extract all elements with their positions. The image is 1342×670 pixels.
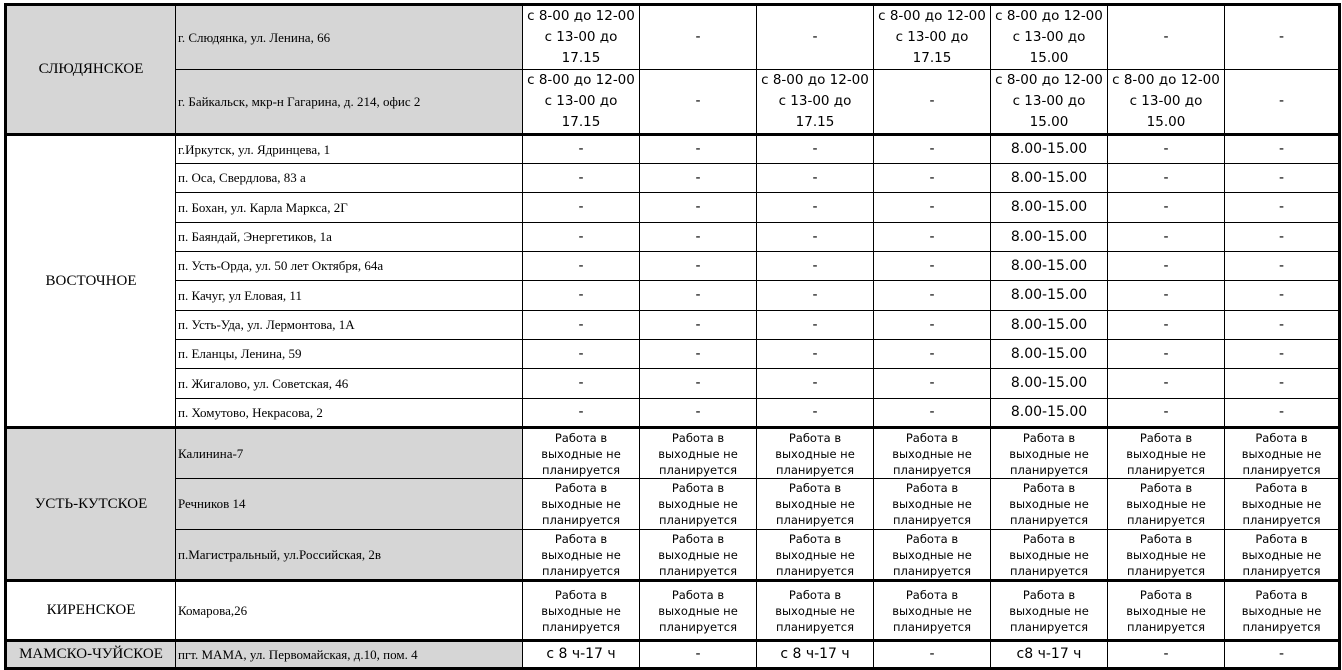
table-row — [6, 193, 1340, 223]
table-row — [6, 164, 1340, 193]
schedule-cell: - — [757, 399, 874, 428]
schedule-cell: 8.00-15.00 — [991, 369, 1108, 399]
schedule-cell: - — [640, 641, 757, 669]
schedule-cell: Работа в выходные не планируется — [1225, 479, 1340, 530]
branch-name: СЛЮДЯНСКОЕ — [6, 5, 176, 135]
schedule-cell: - — [1108, 223, 1225, 252]
schedule-cell: - — [1108, 193, 1225, 223]
schedule-cell: - — [874, 135, 991, 164]
schedule-cell: - — [523, 193, 640, 223]
schedule-cell: - — [1225, 252, 1340, 281]
schedule-cell: - — [640, 5, 757, 70]
schedule-cell: Работа в выходные не планируется — [1108, 530, 1225, 581]
schedule-cell: Работа в выходные не планируется — [757, 581, 874, 641]
schedule-cell: Работа в выходные не планируется — [991, 581, 1108, 641]
schedule-cell: 8.00-15.00 — [991, 193, 1108, 223]
schedule-cell: - — [874, 311, 991, 340]
schedule-cell: - — [640, 164, 757, 193]
table-row — [6, 311, 1340, 340]
table-row — [6, 641, 1340, 669]
schedule-cell: Работа в выходные не планируется — [523, 530, 640, 581]
schedule-cell: Работа в выходные не планируется — [640, 530, 757, 581]
schedule-cell: 8.00-15.00 — [991, 399, 1108, 428]
schedule-cell: - — [874, 281, 991, 311]
schedule-cell: - — [874, 399, 991, 428]
schedule-cell: Работа в выходные не планируется — [1225, 428, 1340, 479]
schedule-table — [4, 3, 1341, 670]
address-cell: Комарова,26 — [176, 581, 523, 641]
schedule-cell: - — [523, 340, 640, 369]
schedule-cell: - — [874, 223, 991, 252]
schedule-cell: Работа в выходные не планируется — [640, 581, 757, 641]
schedule-cell: с 8-00 до 12-00 с 13-00 до 17.15 — [523, 5, 640, 70]
schedule-cell: - — [1225, 281, 1340, 311]
schedule-cell: 8.00-15.00 — [991, 135, 1108, 164]
schedule-cell: 8.00-15.00 — [991, 223, 1108, 252]
table-row — [6, 479, 1340, 530]
schedule-cell: - — [1108, 164, 1225, 193]
schedule-cell: - — [757, 340, 874, 369]
schedule-cell: Работа в выходные не планируется — [640, 479, 757, 530]
table-row — [6, 369, 1340, 399]
schedule-cell: Работа в выходные не планируется — [1225, 581, 1340, 641]
schedule-cell: 8.00-15.00 — [991, 311, 1108, 340]
table-row — [6, 399, 1340, 428]
schedule-cell: - — [874, 193, 991, 223]
schedule-cell: 8.00-15.00 — [991, 252, 1108, 281]
schedule-cell: - — [1225, 193, 1340, 223]
schedule-cell: - — [640, 193, 757, 223]
schedule-cell: Работа в выходные не планируется — [991, 530, 1108, 581]
address-cell: п. Баяндай, Энергетиков, 1а — [176, 223, 523, 252]
table-row — [6, 281, 1340, 311]
table-row — [6, 581, 1340, 641]
table-row — [6, 428, 1340, 479]
schedule-cell: - — [874, 252, 991, 281]
schedule-cell: Работа в выходные не планируется — [757, 530, 874, 581]
schedule-cell: - — [757, 5, 874, 70]
schedule-cell: - — [523, 369, 640, 399]
schedule-cell: - — [874, 369, 991, 399]
schedule-cell: с 8 ч-17 ч — [757, 641, 874, 669]
schedule-cell: Работа в выходные не планируется — [874, 428, 991, 479]
schedule-cell: Работа в выходные не планируется — [523, 479, 640, 530]
schedule-body — [6, 5, 1340, 669]
branch-name: УСТЬ-КУТСКОЕ — [6, 428, 176, 581]
schedule-cell: Работа в выходные не планируется — [1108, 581, 1225, 641]
schedule-cell: - — [874, 70, 991, 135]
schedule-cell: Работа в выходные не планируется — [1108, 479, 1225, 530]
schedule-cell: с 8-00 до 12-00 с 13-00 до 17.15 — [874, 5, 991, 70]
schedule-cell: - — [757, 223, 874, 252]
schedule-cell: Работа в выходные не планируется — [757, 479, 874, 530]
schedule-cell: - — [1225, 5, 1340, 70]
schedule-cell: 8.00-15.00 — [991, 340, 1108, 369]
table-row — [6, 530, 1340, 581]
schedule-cell: - — [1108, 252, 1225, 281]
address-cell: г. Байкальск, мкр-н Гагарина, д. 214, офис 2 — [176, 70, 523, 135]
schedule-cell: Работа в выходные не планируется — [640, 428, 757, 479]
schedule-cell: - — [640, 135, 757, 164]
schedule-cell: - — [1108, 369, 1225, 399]
schedule-cell: - — [1225, 164, 1340, 193]
schedule-cell: с 8-00 до 12-00 с 13-00 до 15.00 — [991, 70, 1108, 135]
schedule-cell: - — [757, 135, 874, 164]
address-cell: Речников 14 — [176, 479, 523, 530]
schedule-cell: - — [640, 311, 757, 340]
schedule-cell: - — [640, 70, 757, 135]
schedule-cell: - — [523, 399, 640, 428]
schedule-cell: - — [640, 223, 757, 252]
schedule-cell: - — [1108, 135, 1225, 164]
schedule-cell: Работа в выходные не планируется — [523, 581, 640, 641]
schedule-cell: - — [1225, 641, 1340, 669]
schedule-cell: - — [640, 281, 757, 311]
schedule-cell: - — [1225, 399, 1340, 428]
schedule-cell: - — [523, 281, 640, 311]
schedule-cell: Работа в выходные не планируется — [874, 530, 991, 581]
schedule-cell: - — [757, 252, 874, 281]
schedule-cell: - — [1108, 311, 1225, 340]
schedule-cell: Работа в выходные не планируется — [757, 428, 874, 479]
schedule-cell: Работа в выходные не планируется — [1225, 530, 1340, 581]
schedule-cell: - — [874, 164, 991, 193]
address-cell: п.Магистральный, ул.Российская, 2в — [176, 530, 523, 581]
address-cell: п. Жигалово, ул. Советская, 46 — [176, 369, 523, 399]
schedule-cell: Работа в выходные не планируется — [874, 581, 991, 641]
schedule-cell: - — [757, 193, 874, 223]
schedule-cell: - — [1225, 223, 1340, 252]
schedule-cell: - — [757, 311, 874, 340]
schedule-cell: - — [1225, 135, 1340, 164]
schedule-cell: Работа в выходные не планируется — [1108, 428, 1225, 479]
schedule-cell: с 8-00 до 12-00 с 13-00 до 15.00 — [991, 5, 1108, 70]
schedule-cell: с 8-00 до 12-00 с 13-00 до 15.00 — [1108, 70, 1225, 135]
address-cell: п. Качуг, ул Еловая, 11 — [176, 281, 523, 311]
address-cell: п. Усть-Орда, ул. 50 лет Октября, 64а — [176, 252, 523, 281]
schedule-cell: - — [1225, 70, 1340, 135]
schedule-cell: - — [1225, 340, 1340, 369]
schedule-cell: - — [523, 223, 640, 252]
schedule-cell: - — [1108, 399, 1225, 428]
schedule-cell: 8.00-15.00 — [991, 164, 1108, 193]
schedule-cell: Работа в выходные не планируется — [874, 479, 991, 530]
table-row — [6, 135, 1340, 164]
branch-name: КИРЕНСКОЕ — [6, 581, 176, 641]
schedule-cell: - — [1225, 369, 1340, 399]
table-row — [6, 252, 1340, 281]
address-cell: Калинина-7 — [176, 428, 523, 479]
table-row — [6, 340, 1340, 369]
table-row — [6, 70, 1340, 135]
address-cell: г.Иркутск, ул. Ядринцева, 1 — [176, 135, 523, 164]
branch-name: МАМСКО-ЧУЙСКОЕ — [6, 641, 176, 669]
schedule-cell: - — [523, 135, 640, 164]
table-row — [6, 223, 1340, 252]
schedule-cell: - — [523, 252, 640, 281]
schedule-cell: - — [1108, 340, 1225, 369]
schedule-cell: - — [1108, 5, 1225, 70]
address-cell: г. Слюдянка, ул. Ленина, 66 — [176, 5, 523, 70]
address-cell: п. Оса, Свердлова, 83 а — [176, 164, 523, 193]
schedule-cell: - — [640, 340, 757, 369]
schedule-cell: - — [1108, 641, 1225, 669]
schedule-cell: Работа в выходные не планируется — [991, 479, 1108, 530]
schedule-cell: с8 ч-17 ч — [991, 641, 1108, 669]
schedule-cell: Работа в выходные не планируется — [523, 428, 640, 479]
schedule-cell: Работа в выходные не планируется — [991, 428, 1108, 479]
address-cell: п. Еланцы, Ленина, 59 — [176, 340, 523, 369]
schedule-cell: - — [523, 164, 640, 193]
schedule-cell: - — [1225, 311, 1340, 340]
schedule-cell: - — [523, 311, 640, 340]
schedule-cell: - — [640, 399, 757, 428]
address-cell: п. Бохан, ул. Карла Маркса, 2Г — [176, 193, 523, 223]
schedule-cell: с 8 ч-17 ч — [523, 641, 640, 669]
table-row — [6, 5, 1340, 70]
schedule-cell: - — [757, 164, 874, 193]
schedule-cell: с 8-00 до 12-00 с 13-00 до 17.15 — [523, 70, 640, 135]
schedule-cell: - — [757, 281, 874, 311]
address-cell: п. Хомутово, Некрасова, 2 — [176, 399, 523, 428]
schedule-cell: - — [640, 252, 757, 281]
schedule-cell: 8.00-15.00 — [991, 281, 1108, 311]
address-cell: пгт. МАМА, ул. Первомайская, д.10, пом. 4 — [176, 641, 523, 669]
schedule-cell: - — [1108, 281, 1225, 311]
address-cell: п. Усть-Уда, ул. Лермонтова, 1А — [176, 311, 523, 340]
schedule-cell: - — [757, 369, 874, 399]
schedule-cell: - — [640, 369, 757, 399]
schedule-cell: - — [874, 340, 991, 369]
schedule-cell: - — [874, 641, 991, 669]
branch-name: ВОСТОЧНОЕ — [6, 135, 176, 428]
schedule-cell: с 8-00 до 12-00 с 13-00 до 17.15 — [757, 70, 874, 135]
